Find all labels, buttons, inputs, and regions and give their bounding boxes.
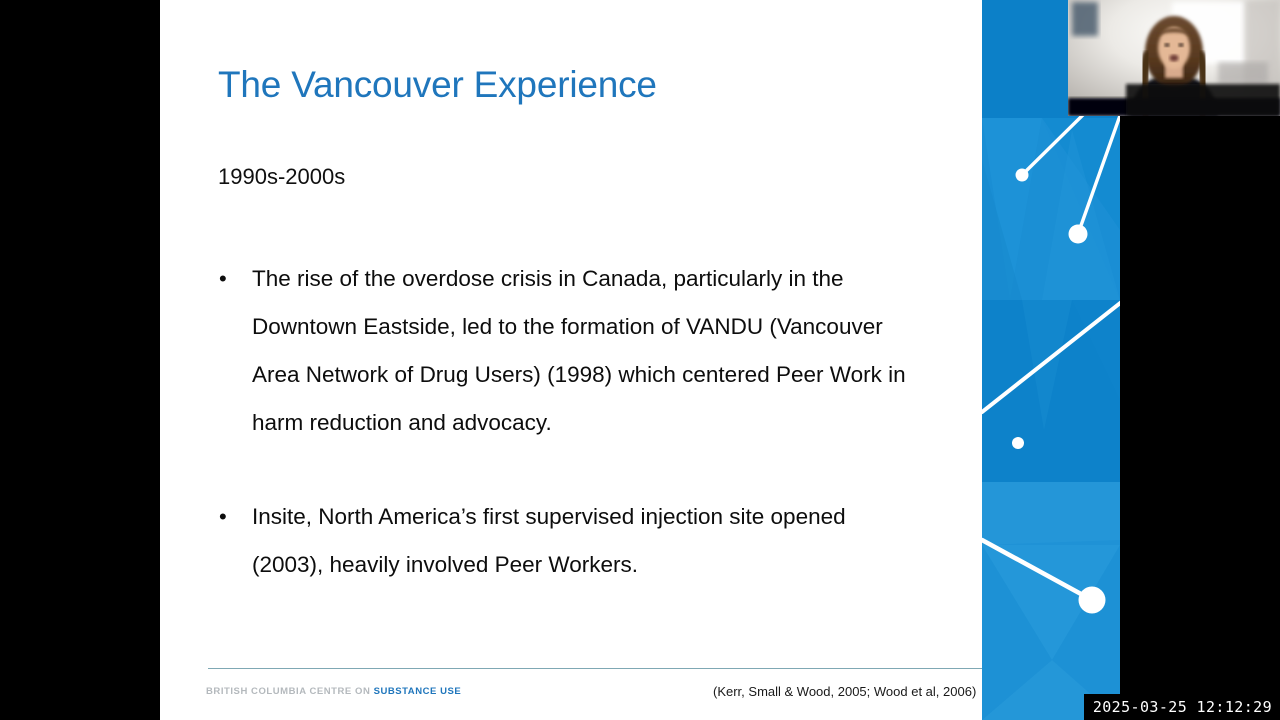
bullet-text: Insite, North America’s first supervised injection site opened (2003), heavily involved Peer Workers.: [252, 504, 846, 577]
bullet-list: [212, 255, 912, 589]
timestamp-badge: 2025-03-25 12:12:29: [1084, 694, 1280, 720]
slide-subtitle: 1990s-2000s: [218, 164, 346, 189]
citation-text: (Kerr, Small & Wood, 2005; Wood et al, 2006): [713, 684, 977, 699]
presentation-slide: [160, 0, 1120, 720]
bullet-item: [212, 255, 912, 447]
bullet-marker-icon: •: [219, 266, 227, 291]
footer-divider: [208, 668, 1026, 669]
brand-logo: [206, 686, 461, 697]
slide-title: The Vancouver Experience: [218, 64, 657, 105]
brand-logo-prefix: BRITISH COLUMBIA CENTRE ON: [206, 686, 374, 697]
bullet-item: [212, 493, 912, 589]
brand-logo-accent: SUBSTANCE USE: [373, 686, 462, 697]
bullet-text: The rise of the overdose crisis in Canada, particularly in the Downtown Eastside, led to the formation of VANDU (Vancouver Area Network of Drug Users) (1998) which centered Peer Work in harm reduction and advocacy.: [252, 266, 906, 435]
webcam-video-overlay[interactable]: [1068, 0, 1280, 116]
bullet-marker-icon: •: [219, 504, 227, 529]
